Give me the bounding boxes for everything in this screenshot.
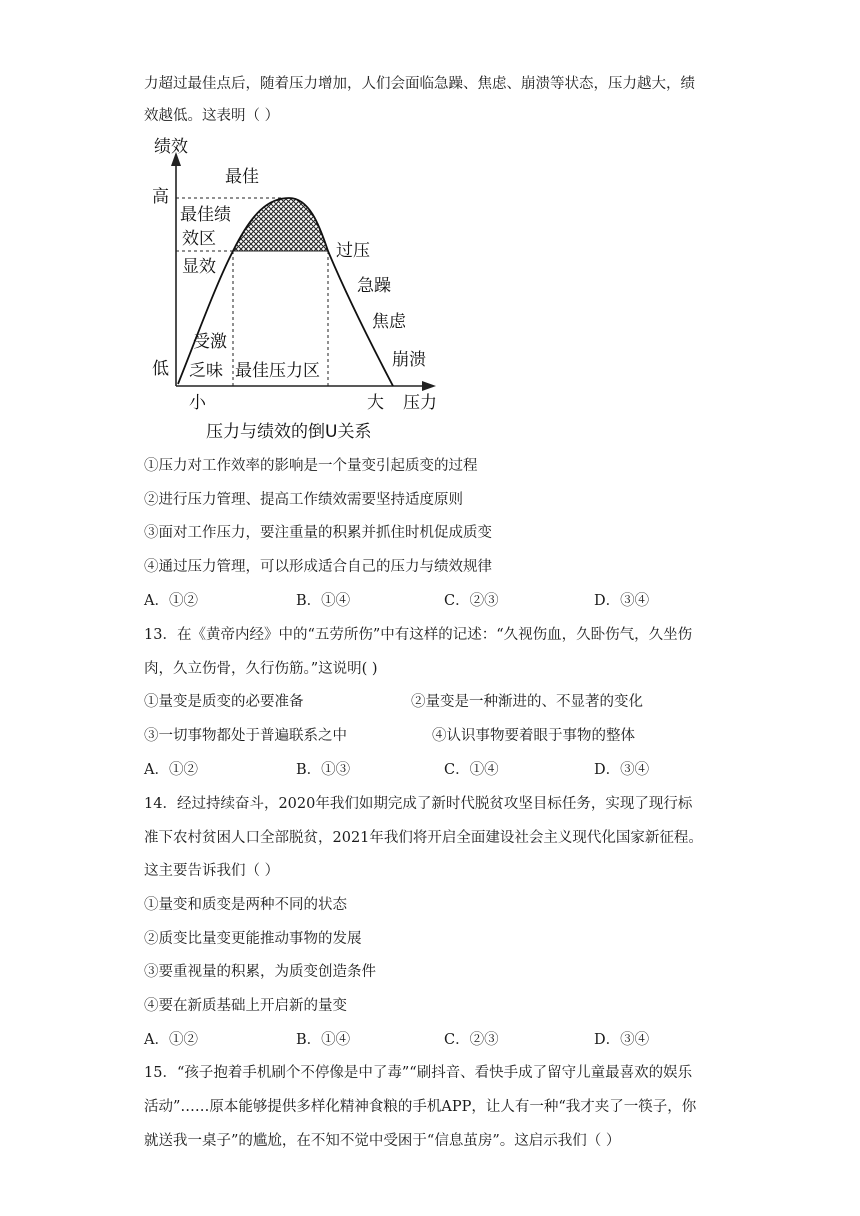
- best-label: 最佳: [225, 167, 259, 187]
- best-pressure-zone-label: 最佳压力区: [235, 361, 320, 381]
- statement: ②量变是一种渐进的、不显著的变化: [411, 694, 643, 710]
- question-text-line: 14．经过持续奋斗，2020年我们如期完成了新时代脱贫攻坚目标任务，实现了现行标: [144, 796, 693, 812]
- option-c: C．②③: [444, 1032, 499, 1048]
- statement: ③面对工作压力，要注重量的积累并抓住时机促成质变: [144, 525, 492, 541]
- question-text-line: 13．在《黄帝内经》中的“五劳所伤”中有这样的记述：“久视伤血，久卧伤气，久坐伤: [144, 627, 693, 643]
- question-text-line: 肉，久立伤骨，久行伤筋。”这说明( ): [144, 661, 378, 677]
- statement: ④要在新质基础上开启新的量变: [144, 998, 347, 1014]
- big-label: 大: [367, 393, 384, 413]
- statement: ②质变比量变更能推动事物的发展: [144, 931, 362, 947]
- x-axis-arrow: [422, 381, 436, 391]
- notable-label: 显效: [182, 257, 216, 277]
- question-text-line: 力超过最佳点后，随着压力增加，人们会面临急躁、焦虑、崩溃等状态，压力越大，绩: [144, 76, 695, 92]
- option-b: B．①③: [296, 762, 351, 778]
- overpressure-label: 过压: [336, 241, 370, 261]
- statement: ②进行压力管理、提高工作绩效需要坚持适度原则: [144, 492, 463, 508]
- low-label: 低: [152, 359, 169, 379]
- statement: ①压力对工作效率的影响是一个量变引起质变的过程: [144, 458, 478, 474]
- y-axis-label: 绩效: [154, 137, 188, 157]
- question-text-line: 活动”……原本能够提供多样化精神食粮的手机APP，让人有一种“我才夹了一筷子，你: [144, 1099, 697, 1115]
- option-d: D．③④: [594, 762, 650, 778]
- statement: ③一切事物都处于普遍联系之中: [144, 728, 347, 744]
- statement: ①量变和质变是两种不同的状态: [144, 897, 347, 913]
- statement: ④认识事物要着眼于事物的整体: [432, 728, 635, 744]
- option-d: D．③④: [594, 593, 650, 609]
- best-zone-label: 效区: [182, 229, 216, 249]
- anxiety-label: 焦虑: [372, 312, 406, 332]
- pressure-performance-figure: [146, 134, 446, 444]
- statement: ①量变是质变的必要准备: [144, 694, 304, 710]
- option-c: C．②③: [444, 593, 499, 609]
- option-d: D．③④: [594, 1032, 650, 1048]
- best-zone-label: 最佳绩: [180, 205, 231, 225]
- inverted-u-chart: [146, 134, 446, 444]
- question-text-line: 效越低。这表明（ ）: [144, 108, 280, 124]
- question-text-line: 就送我一桌子”的尴尬，在不知不觉中受困于“信息茧房”。这启示我们（ ）: [144, 1133, 621, 1149]
- option-a: A．①②: [144, 1032, 198, 1048]
- question-text-line: 准下农村贫困人口全部脱贫，2021年我们将开启全面建设社会主义现代化国家新征程。: [144, 830, 703, 846]
- statement: ④通过压力管理，可以形成适合自己的压力与绩效规律: [144, 559, 492, 575]
- option-a: A．①②: [144, 762, 198, 778]
- best-zone-hatch: [233, 198, 328, 251]
- small-label: 小: [189, 393, 206, 413]
- option-c: C．①④: [444, 762, 499, 778]
- option-b: B．①④: [296, 1032, 351, 1048]
- lacking-label: 乏味: [189, 361, 223, 381]
- x-axis-label: 压力: [403, 393, 437, 413]
- question-text-line: 这主要告诉我们（ ）: [144, 863, 280, 879]
- high-label: 高: [152, 187, 169, 207]
- option-b: B．①④: [296, 593, 351, 609]
- collapse-label: 崩溃: [392, 350, 426, 370]
- impatience-label: 急躁: [357, 276, 391, 296]
- stimulated-label: 受激: [193, 332, 227, 352]
- statement: ③要重视量的积累，为质变创造条件: [144, 964, 376, 980]
- figure-caption: 压力与绩效的倒U关系: [206, 422, 372, 442]
- option-a: A．①②: [144, 593, 198, 609]
- question-text-line: 15．“孩子抱着手机刷个不停像是中了毒”“刷抖音、看快手成了留守儿童最喜欢的娱乐: [144, 1065, 693, 1081]
